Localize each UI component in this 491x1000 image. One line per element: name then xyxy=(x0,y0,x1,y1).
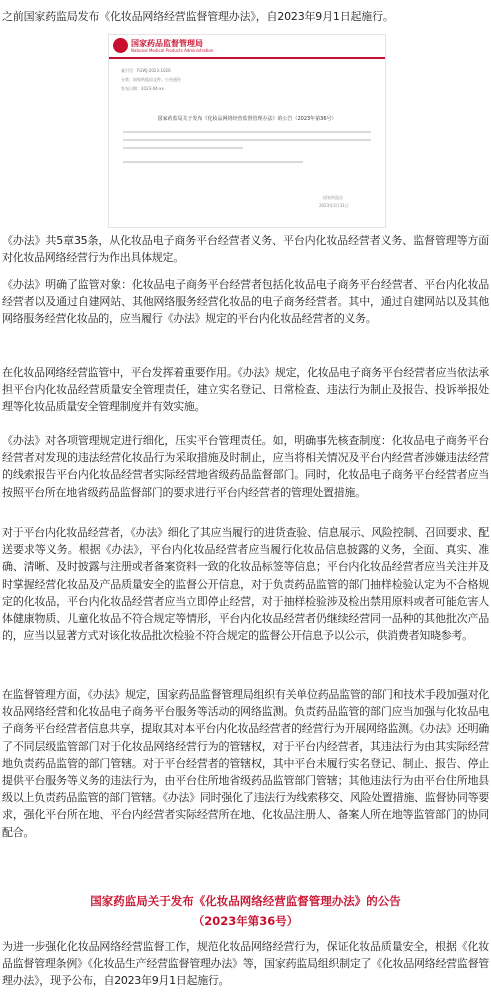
paragraph-supervision: 在监督管理方面，《办法》规定，国家药品监督管理局组织有关单位药品监管的部门和技术手段加强对化妆品网络经营和化妆品电子商务平台服务等活动的网络监测。负责药品监管的部门应当加强与化妆品电子商务平台经营者信息共享，提取其对本平台内化妆品经营者的经营行为开展网络监测。《办法》还明确了不同层级监管部门对于化妆品网络经营行为的管辖权，对于平台内经营者，其违法行为由其实际经营地负责药品监管的部门管辖。对于平台经营者的管辖权，其中平台未履行实名登记、制止、报告、停止提供平台服务等义务的违法行为，由平台住所地省级药品监管部门管辖；其他违法行为由平台住所地县级以上负责药品监管的部门管辖。《办法》同时强化了违法行为线索移交、风险处置措施、监督协同等要求，强化平台所在地、平台内经营者实际经营所在地、化妆品注册人、备案人所在地等监管部门的协同配合。 xyxy=(2,688,489,839)
agency-header xyxy=(109,35,385,57)
sign-org: 国家药监局 xyxy=(323,195,343,200)
body-text-line xyxy=(123,147,243,149)
meta-category: 分类：国家药监局文件；公告通告 xyxy=(121,77,181,82)
paragraph-overview: 《办法》共5章35条，从化妆品电子商务平台经营者义务、平台内化妆品经营者义务、监督管理等方面对化妆品网络经营行为作出具体规定。 xyxy=(2,234,489,265)
header-divider xyxy=(109,57,385,59)
body-text-line xyxy=(123,161,303,163)
meta-date: 发布日期：2023-04-xx xyxy=(121,86,164,91)
meta-index: 索引号：FGWJ-2023-1026 xyxy=(121,68,171,73)
intro-text: 之前国家药监局发布《化妆品网络经营监督管理办法》，自2023年9月1日起施行。 xyxy=(2,10,394,23)
document-title: 国家药监局关于发布《化妆品网络经营监督管理办法》的公告（2023年第36号） xyxy=(157,116,337,122)
body-text-line xyxy=(123,131,371,133)
announcement-screenshot xyxy=(108,34,386,228)
notice-subtitle: （2023年第36号） xyxy=(192,914,299,928)
paragraph-platform-role: 在化妆品网络经营监管中，平台发挥着重要作用。《办法》规定，化妆品电子商务平台经营者应当依法承担平台内化妆品经营质量安全管理责任，建立实名登记、日常检查、违法行为制止及报告、投诉举报处理等化妆品质量安全管理制度并有效实施。 xyxy=(2,366,489,414)
national-emblem-icon xyxy=(113,38,128,53)
notice-title: 国家药监局关于发布《化妆品网络经营监督管理办法》的公告 xyxy=(90,894,401,908)
sign-date: 2023年3月31日 xyxy=(319,203,349,208)
paragraph-operator-duties: 对于平台内化妆品经营者，《办法》细化了其应当履行的进货查验、信息展示、风险控制、召回要求、配送要求等义务。根据《办法》，平台内化妆品经营者应当履行化妆品信息披露的义务，全面、真实、准确、清晰、及时披露与注册或者备案资料一致的化妆品标签等信息；平台内化妆品经营者应当关注并及时掌握经营化妆品及产品质量安全的监督公开信息，对于负责药品监管的部门抽样检验认定为不合格规定的化妆品，平台内化妆品经营者应当立即停止经营，对于抽样检验涉及检出禁用原料或者可能危害人体健康物质、儿童化妆品不符合规定等情形，平台内化妆品经营者仍继续经营同一品种的其他批次产品的，应当以显著方式对该化妆品批次检验不符合规定的监督公开信息予以公示，供消费者知晓参考。 xyxy=(2,526,489,643)
agency-name: 国家药品监督管理局 xyxy=(131,39,203,48)
paragraph-scope: 《办法》明确了监管对象：化妆品电子商务平台经营者包括化妆品电子商务平台经营者、平台内化妆品经营者以及通过自建网站、其他网络服务经营化妆品的电子商务经营者。其中，通过自建网站以及其他网络服务经营化妆品的，应当履行《办法》规定的平台内化妆品经营者的义务。 xyxy=(2,278,489,326)
paragraph-platform-duties: 《办法》对各项管理规定进行细化，压实平台管理责任。如，明确事先核查制度：化妆品电子商务平台经营者对发现的违法经营化妆品行为采取措施及时制止，应当将相关情况及平台内经营者涉嫌违法经营的线索报告平台内化妆品经营者实际经营地省级药品监督部门。同时，化妆品电子商务平台经营者应当按照平台所在地省级药品监督部门的要求进行平台内经营者的管理处置措施。 xyxy=(2,434,489,499)
notice-body: 为进一步强化化妆品网络经营监督工作，规范化妆品网络经营行为，保证化妆品质量安全，根据《化妆品监督管理条例》《化妆品生产经营监督管理办法》等，国家药监局组织制定了《化妆品网络经营监督管理办法》，现予公布，自2023年9月1日起施行。 xyxy=(2,940,489,988)
body-text-line xyxy=(123,139,371,141)
agency-name-en: National Medical Products Administration xyxy=(131,48,214,53)
